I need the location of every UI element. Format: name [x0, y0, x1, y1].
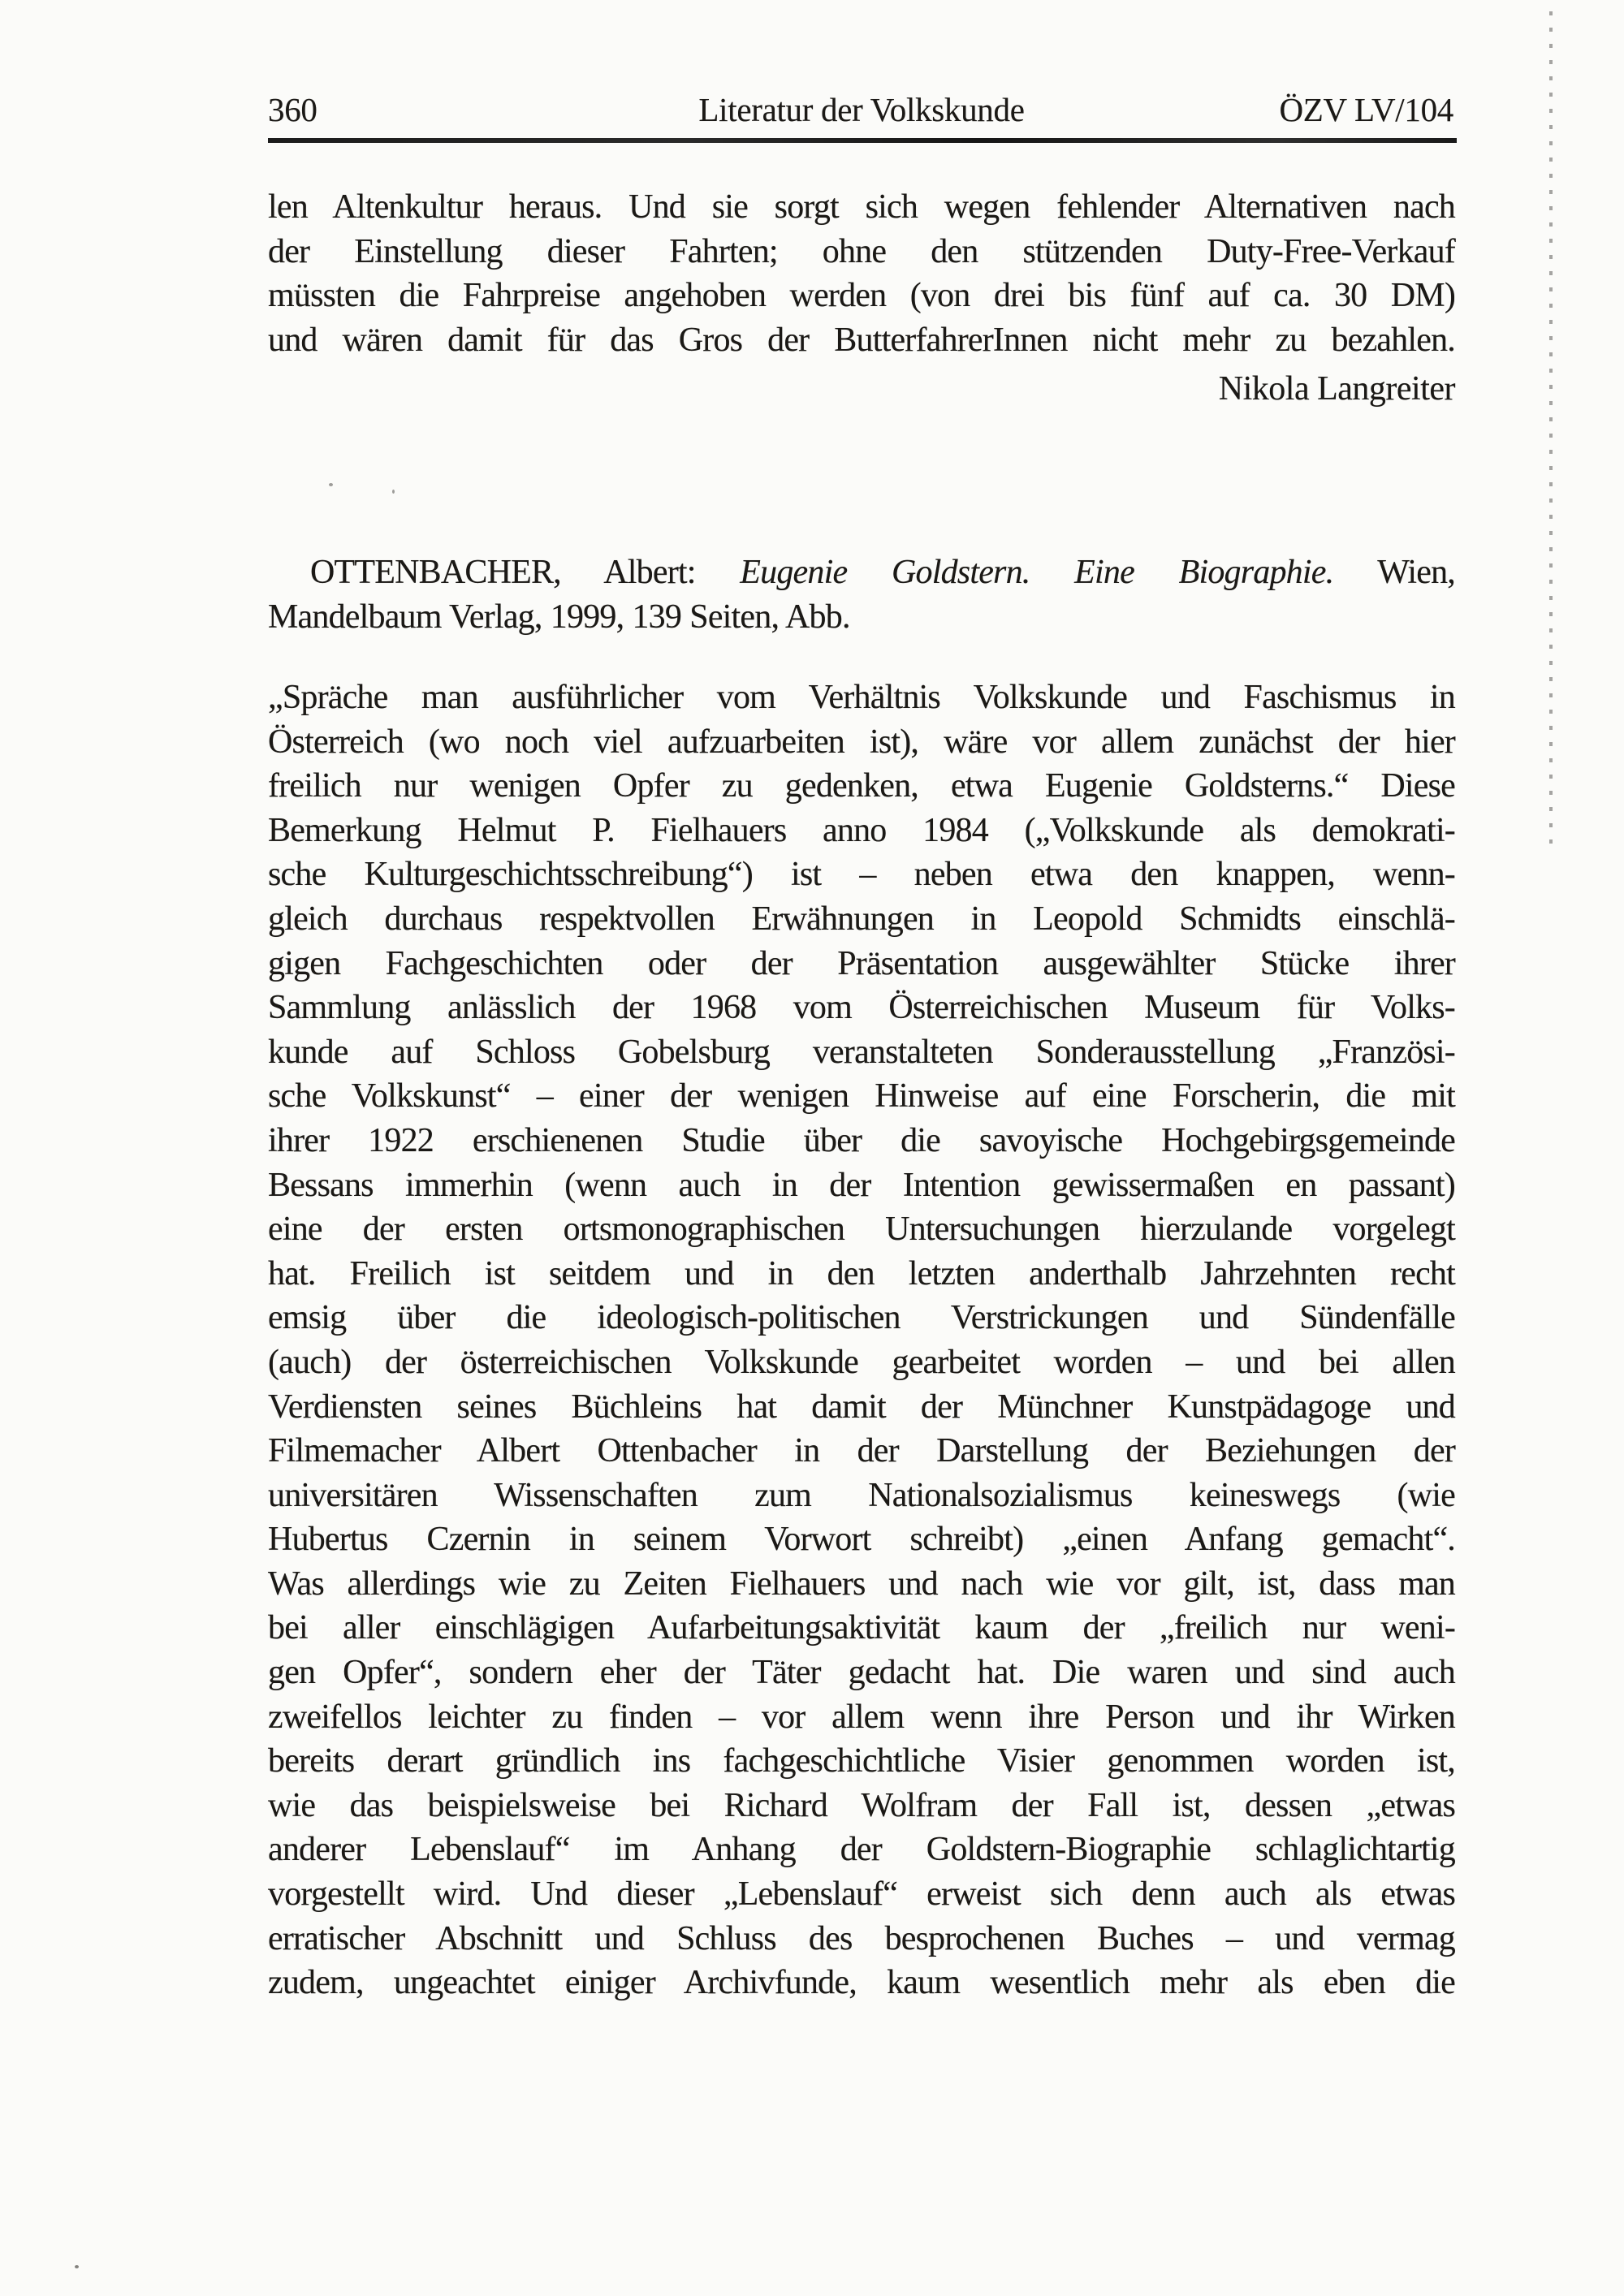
page-number: 360 [268, 91, 317, 128]
text-line: gleich durchaus respektvollen Erwähnungen in Leopold Schmidts einschlä- [268, 900, 1455, 938]
text-segment: Wien, [1333, 554, 1455, 591]
text-line: hat. Freilich ist seitdem und in den letzten anderthalb Jahrzehnten recht [268, 1254, 1455, 1293]
previous-review-closing-paragraph [268, 185, 1455, 362]
book-citation [268, 550, 1455, 639]
text-line: Sammlung anlässlich der 1968 vom Österreichischen Museum für Volks- [268, 989, 1455, 1027]
text-line [268, 595, 1455, 640]
scan-speck [329, 483, 333, 486]
text-line: erratischer Abschnitt und Schluss des besprochenen Buches – und vermag [268, 1919, 1455, 1957]
scan-speck [75, 2265, 79, 2268]
page-header [268, 89, 1455, 130]
text-line: bereits derart gründlich ins fachgeschichtliche Visier genommen worden ist, [268, 1742, 1455, 1780]
text-line: bei aller einschlägigen Aufarbeitungsaktivität kaum der „freilich nur weni- [268, 1609, 1455, 1647]
text-line: Österreich (wo noch viel aufzuarbeiten ist), wäre vor allem zunächst der hier [268, 723, 1455, 761]
text-segment: Mandelbaum Verlag, 1999, 139 Seiten, Abb. [268, 598, 850, 636]
text-line: Was allerdings wie zu Zeiten Fielhauers und nach wie vor gilt, ist, dass man [268, 1564, 1455, 1603]
text-line: zweifellos leichter zu finden – vor allem wenn ihre Person und ihr Wirken [268, 1698, 1455, 1736]
scan-artifact-dotted-line [1549, 11, 1553, 856]
text-line [268, 550, 1455, 595]
text-line: und wären damit für das Gros der ButterfahrerInnen nicht mehr zu bezahlen. [268, 321, 1455, 359]
text-line: müssten die Fahrpreise angehoben werden (von drei bis fünf auf ca. 30 DM) [268, 277, 1455, 315]
text-line: gigen Fachgeschichten oder der Präsentation ausgewählter Stücke ihrer [268, 944, 1455, 982]
italic-text: Eugenie Goldstern. Eine Biographie. [740, 554, 1334, 591]
text-line: len Altenkultur heraus. Und sie sorgt sich wegen fehlender Alternativen nach [268, 188, 1455, 226]
text-line: der Einstellung dieser Fahrten; ohne den stützenden Duty-Free-Verkauf [268, 232, 1455, 270]
text-line: zudem, ungeachtet einiger Archivfunde, kaum wesentlich mehr als eben die [268, 1964, 1455, 2002]
text-line: ihrer 1922 erschienenen Studie über die savoyische Hochgebirgsgemeinde [268, 1121, 1455, 1159]
text-line: (auch) der österreichischen Volkskunde gearbeitet worden – und bei allen [268, 1343, 1455, 1381]
text-line: gen Opfer“, sondern eher der Täter gedacht hat. Die waren und sind auch [268, 1654, 1455, 1692]
text-line: Hubertus Czernin in seinem Vorwort schreibt) „einen Anfang gemacht“. [268, 1521, 1455, 1559]
reviewer-signature: Nikola Langreiter [1218, 370, 1455, 408]
text-line: Verdiensten seines Büchleins hat damit der Münchner Kunstpädagoge und [268, 1388, 1455, 1426]
running-title: Literatur der Volkskunde [698, 91, 1025, 128]
scan-speck [392, 490, 395, 494]
text-line: anderer Lebenslauf“ im Anhang der Goldstern-Biographie schlaglichtartig [268, 1831, 1455, 1869]
text-line: sche Volkskunst“ – einer der wenigen Hinweise auf eine Forscherin, die mit [268, 1077, 1455, 1116]
journal-issue-ref: ÖZV LV/104 [1279, 91, 1453, 128]
text-line: sche Kulturgeschichtsschreibung“) ist – neben etwa den knappen, wenn- [268, 856, 1455, 894]
text-line: eine der ersten ortsmonographischen Untersuchungen hierzulande vorgelegt [268, 1211, 1455, 1249]
text-segment: OTTENBACHER, Albert: [310, 554, 741, 591]
text-line: freilich nur wenigen Opfer zu gedenken, etwa Eugenie Goldsterns.“ Diese [268, 767, 1455, 805]
text-line: vorgestellt wird. Und dieser „Lebenslauf“ erweist sich denn auch als etwas [268, 1875, 1455, 1914]
text-line: emsig über die ideologisch-politischen Verstrickungen und Sündenfälle [268, 1299, 1455, 1337]
text-line: Bessans immerhin (wenn auch in der Intention gewissermaßen en passant) [268, 1166, 1455, 1204]
text-line: wie das beispielsweise bei Richard Wolfram der Fall ist, dessen „etwas [268, 1786, 1455, 1824]
review-body-paragraph [268, 675, 1455, 2005]
header-rule [268, 138, 1457, 143]
text-line: Bemerkung Helmut P. Fielhauers anno 1984 („Volkskunde als demokrati- [268, 811, 1455, 849]
text-line: universitären Wissenschaften zum Nationalsozialismus keineswegs (wie [268, 1476, 1455, 1514]
text-line: kunde auf Schloss Gobelsburg veranstalteten Sonderausstellung „Französi- [268, 1033, 1455, 1071]
text-line: Filmemacher Albert Ottenbacher in der Darstellung der Beziehungen der [268, 1432, 1455, 1470]
text-line: „Spräche man ausführlicher vom Verhältnis Volkskunde und Faschismus in [268, 679, 1455, 716]
